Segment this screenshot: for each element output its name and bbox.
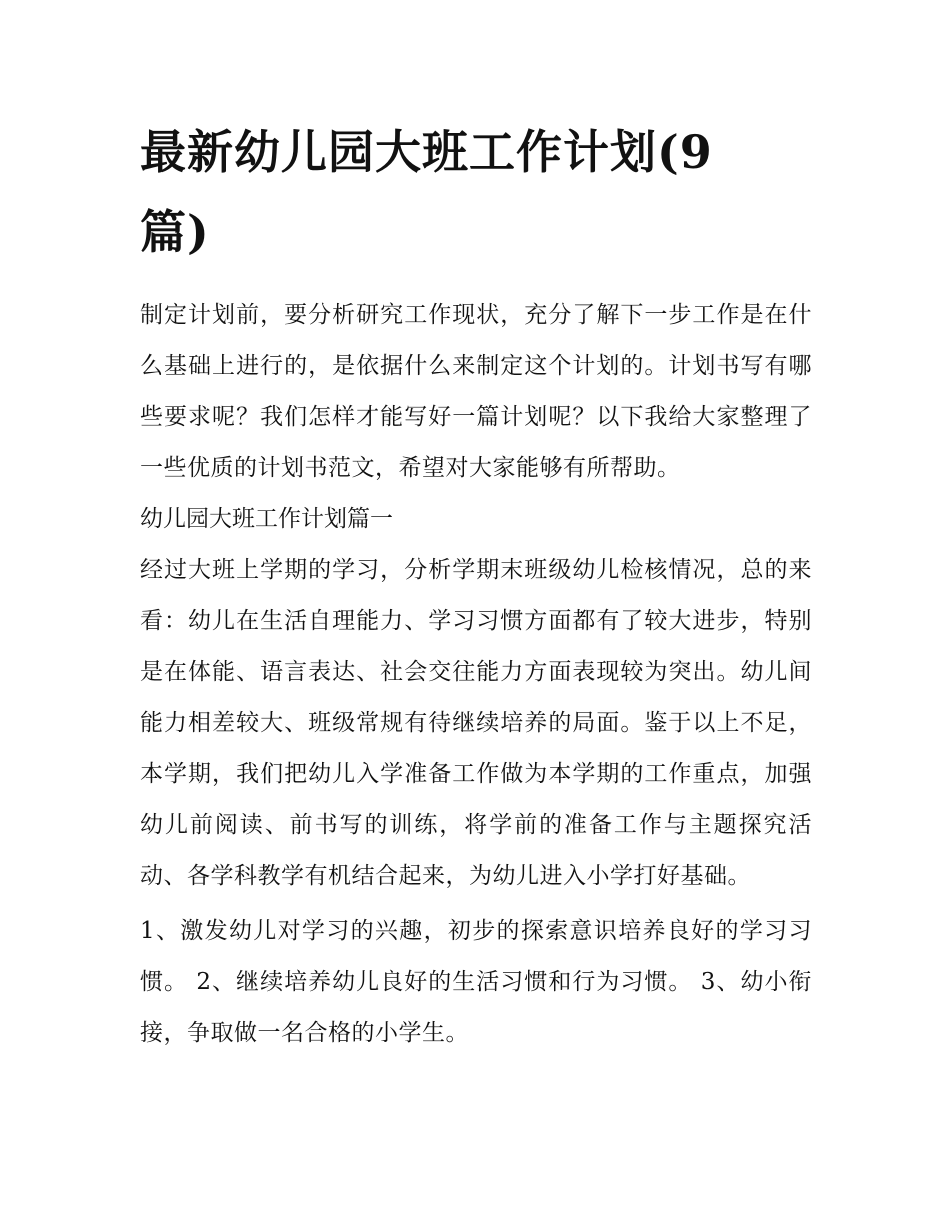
goals-paragraph: 1、激发幼儿对学习的兴趣，初步的探索意识培养良好的学习习惯。 2、继续培养幼儿良好的生活习惯和行为习惯。 3、幼小衔接，争取做一名合格的小学生。	[140, 918, 812, 1046]
section-body-paragraph: 经过大班上学期的学习，分析学期末班级幼儿检核情况，总的来看：幼儿在生活自理能力、学习习惯方面都有了较大进步，特别是在体能、语言表达、社会交往能力方面表现较为突出。幼儿间能力相差较大、班级常规有待继续培养的局面。鉴于以上不足，本学期，我们把幼儿入学准备工作做为本学期的工作重点，加强幼儿前阅读、前书写的训练，将学前的准备工作与主题探究活动、各学科教学有机结合起来，为幼儿进入小学打好基础。	[140, 557, 812, 889]
intro-paragraph: 制定计划前，要分析研究工作现状，充分了解下一步工作是在什么基础上进行的，是依据什么来制定这个计划的。计划书写有哪些要求呢？我们怎样才能写好一篇计划呢？以下我给大家整理了一些优质的计划书范文，希望对大家能够有所帮助。	[140, 302, 812, 481]
document-title: 最新幼儿园大班工作计划(9篇)	[140, 125, 713, 259]
document-content	[140, 112, 812, 1059]
section-heading: 幼儿园大班工作计划篇一	[140, 506, 393, 532]
